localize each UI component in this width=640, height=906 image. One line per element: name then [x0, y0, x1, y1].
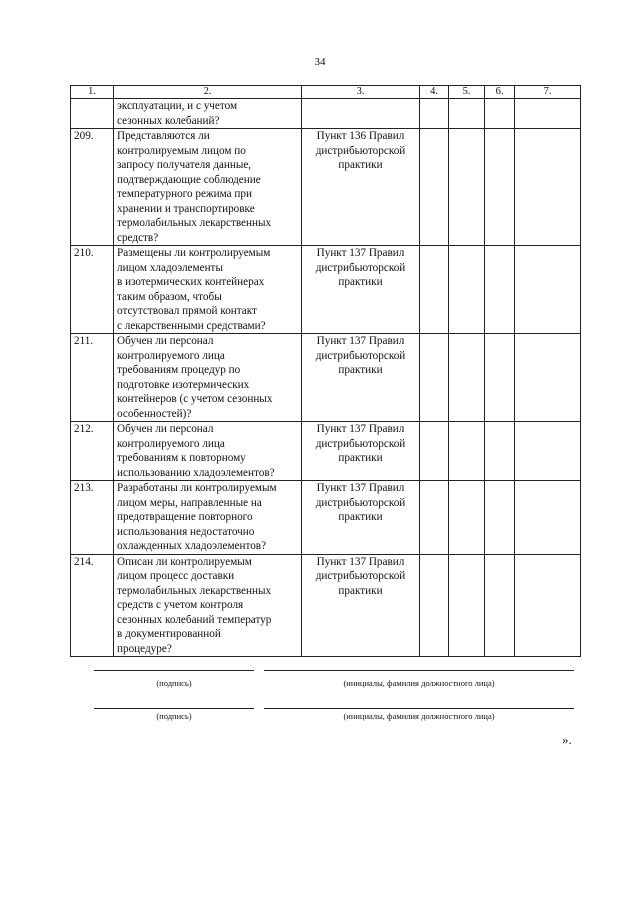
empty-cell-col-6 — [485, 246, 515, 334]
empty-cell-col-4 — [420, 99, 449, 129]
empty-cell-col-6 — [485, 129, 515, 246]
header-row — [71, 86, 581, 99]
question-line: подтверждающие соблюдение — [117, 173, 261, 186]
question-cell — [114, 334, 302, 422]
column-header: 6. — [485, 86, 515, 99]
table-row — [71, 481, 581, 555]
row-number: 209. — [71, 129, 114, 246]
empty-cell-col-5 — [449, 334, 485, 422]
question-line: запросу получателя данные, — [117, 159, 252, 171]
empty-cell-col-7 — [515, 334, 581, 422]
table-row — [71, 129, 581, 246]
name-caption: (инициалы, фамилия должностного лица) — [343, 711, 495, 721]
row-number: 214. — [71, 554, 114, 657]
question-line: контролируемого лица — [117, 349, 225, 362]
name-caption: (инициалы, фамилия должностного лица) — [343, 678, 495, 688]
question-line: Описан ли контролируемым — [117, 555, 252, 568]
question-cell — [114, 481, 302, 555]
empty-cell-col-7 — [515, 422, 581, 481]
row-number: 213. — [71, 481, 114, 555]
empty-cell-col-4 — [420, 554, 449, 657]
question-line: в документированной — [117, 628, 221, 640]
empty-cell-col-7 — [515, 99, 581, 129]
checklist-table — [70, 85, 581, 657]
column-header: 7. — [515, 86, 581, 99]
question-line: использования недостаточно — [117, 525, 255, 538]
reference-line: практики — [338, 452, 383, 464]
reference-line: Пункт 137 Правил — [316, 335, 405, 347]
reference-cell — [302, 554, 420, 657]
question-line: эксплуатации, и с учетом — [117, 100, 238, 112]
reference-line: дистрибьюторской — [315, 349, 406, 362]
reference-cell — [302, 422, 420, 481]
empty-cell-col-7 — [515, 246, 581, 334]
question-line: Размещены ли контролируемым — [117, 247, 271, 259]
reference-cell — [302, 129, 420, 246]
question-line: средств? — [117, 231, 159, 244]
signature-caption: (подпись) — [156, 678, 192, 688]
reference-cell — [302, 246, 420, 334]
column-header: 3. — [302, 86, 420, 99]
reference-line: Пункт 137 Правил — [316, 482, 405, 494]
reference-line: практики — [338, 364, 383, 376]
row-number — [71, 99, 114, 129]
empty-cell-col-6 — [485, 334, 515, 422]
empty-cell-col-7 — [515, 129, 581, 246]
question-line: хранении и транспортировке — [117, 202, 255, 215]
page-number: 34 — [314, 56, 326, 68]
empty-cell-col-4 — [420, 246, 449, 334]
column-header: 2. — [114, 86, 302, 99]
question-line: средств с учетом контроля — [117, 599, 244, 611]
question-line: сезонных колебаний? — [117, 114, 220, 127]
reference-cell — [302, 481, 420, 555]
signature-line — [94, 708, 254, 709]
question-line: охлажденных хладоэлементов? — [117, 540, 267, 552]
question-line: Разработаны ли контролируемым — [117, 482, 277, 494]
closing-quote-mark: ». — [562, 732, 572, 747]
reference-line: дистрибьюторской — [315, 144, 406, 157]
reference-line: практики — [338, 511, 383, 523]
column-header: 1. — [71, 86, 114, 99]
table-row — [71, 99, 581, 129]
question-line: таким образом, чтобы — [117, 290, 222, 303]
question-line: термолабильных лекарственных — [117, 584, 272, 597]
row-number: 210. — [71, 246, 114, 334]
signature-line — [94, 670, 254, 671]
empty-cell-col-5 — [449, 422, 485, 481]
question-line: контролируемого лица — [117, 437, 225, 450]
question-line: предотвращение повторного — [117, 511, 253, 523]
reference-cell — [302, 99, 420, 129]
question-line: Обучен ли персонал — [117, 335, 214, 347]
reference-line: практики — [338, 159, 383, 171]
question-line: лицом хладоэлементы — [117, 261, 223, 274]
empty-cell-col-5 — [449, 129, 485, 246]
signature-caption: (подпись) — [156, 711, 192, 721]
question-line: Представляются ли — [117, 130, 210, 142]
empty-cell-col-6 — [485, 554, 515, 657]
question-line: лицом процесс доставки — [117, 570, 235, 582]
question-cell — [114, 422, 302, 481]
question-cell — [114, 129, 302, 246]
empty-cell-col-7 — [515, 554, 581, 657]
table-row — [71, 422, 581, 481]
table-row — [71, 246, 581, 334]
question-cell — [114, 246, 302, 334]
empty-cell-col-4 — [420, 481, 449, 555]
empty-cell-col-4 — [420, 334, 449, 422]
reference-line: Пункт 137 Правил — [316, 423, 405, 435]
question-line: контролируемым лицом по — [117, 144, 246, 157]
row-number: 211. — [71, 334, 114, 422]
empty-cell-col-7 — [515, 481, 581, 555]
name-line — [264, 708, 574, 709]
reference-line: дистрибьюторской — [315, 570, 406, 582]
empty-cell-col-5 — [449, 99, 485, 129]
question-line: процедуре? — [117, 642, 172, 655]
name-line — [264, 670, 574, 671]
empty-cell-col-4 — [420, 422, 449, 481]
question-line: в изотермических контейнерах — [117, 276, 265, 288]
empty-cell-col-5 — [449, 481, 485, 555]
table-body — [71, 99, 581, 657]
reference-line: Пункт 136 Правил — [316, 130, 405, 142]
question-cell — [114, 99, 302, 129]
question-line: лицом меры, направленные на — [117, 496, 262, 509]
reference-line: практики — [338, 584, 383, 597]
question-line: подготовке изотермических — [117, 378, 250, 391]
question-line: контейнеров (с учетом сезонных — [117, 393, 273, 405]
reference-line: Пункт 137 Правил — [316, 247, 405, 259]
reference-line: дистрибьюторской — [315, 496, 406, 509]
column-header: 4. — [420, 86, 449, 99]
reference-line: дистрибьюторской — [315, 437, 406, 450]
question-line: требованиям к повторному — [117, 452, 246, 464]
row-number: 212. — [71, 422, 114, 481]
question-line: температурного режима при — [117, 188, 252, 200]
question-line: термолабильных лекарственных — [117, 217, 272, 229]
reference-cell — [302, 334, 420, 422]
question-line: использованию хладоэлементов? — [117, 466, 275, 479]
table-row — [71, 554, 581, 657]
empty-cell-col-6 — [485, 481, 515, 555]
empty-cell-col-6 — [485, 422, 515, 481]
reference-line: дистрибьюторской — [315, 261, 406, 274]
empty-cell-col-6 — [485, 99, 515, 129]
empty-cell-col-5 — [449, 554, 485, 657]
question-line: особенностей)? — [117, 407, 192, 420]
question-line: требованиям процедур по — [117, 364, 241, 376]
question-line: Обучен ли персонал — [117, 423, 214, 435]
column-header: 5. — [449, 86, 485, 99]
empty-cell-col-4 — [420, 129, 449, 246]
question-cell — [114, 554, 302, 657]
table-row — [71, 334, 581, 422]
question-line: с лекарственными средствами? — [117, 319, 266, 332]
empty-cell-col-5 — [449, 246, 485, 334]
reference-line: практики — [338, 276, 383, 288]
question-line: сезонных колебаний температур — [117, 613, 272, 626]
reference-line: Пункт 137 Правил — [316, 555, 405, 568]
question-line: отсутствовал прямой контакт — [117, 305, 257, 317]
